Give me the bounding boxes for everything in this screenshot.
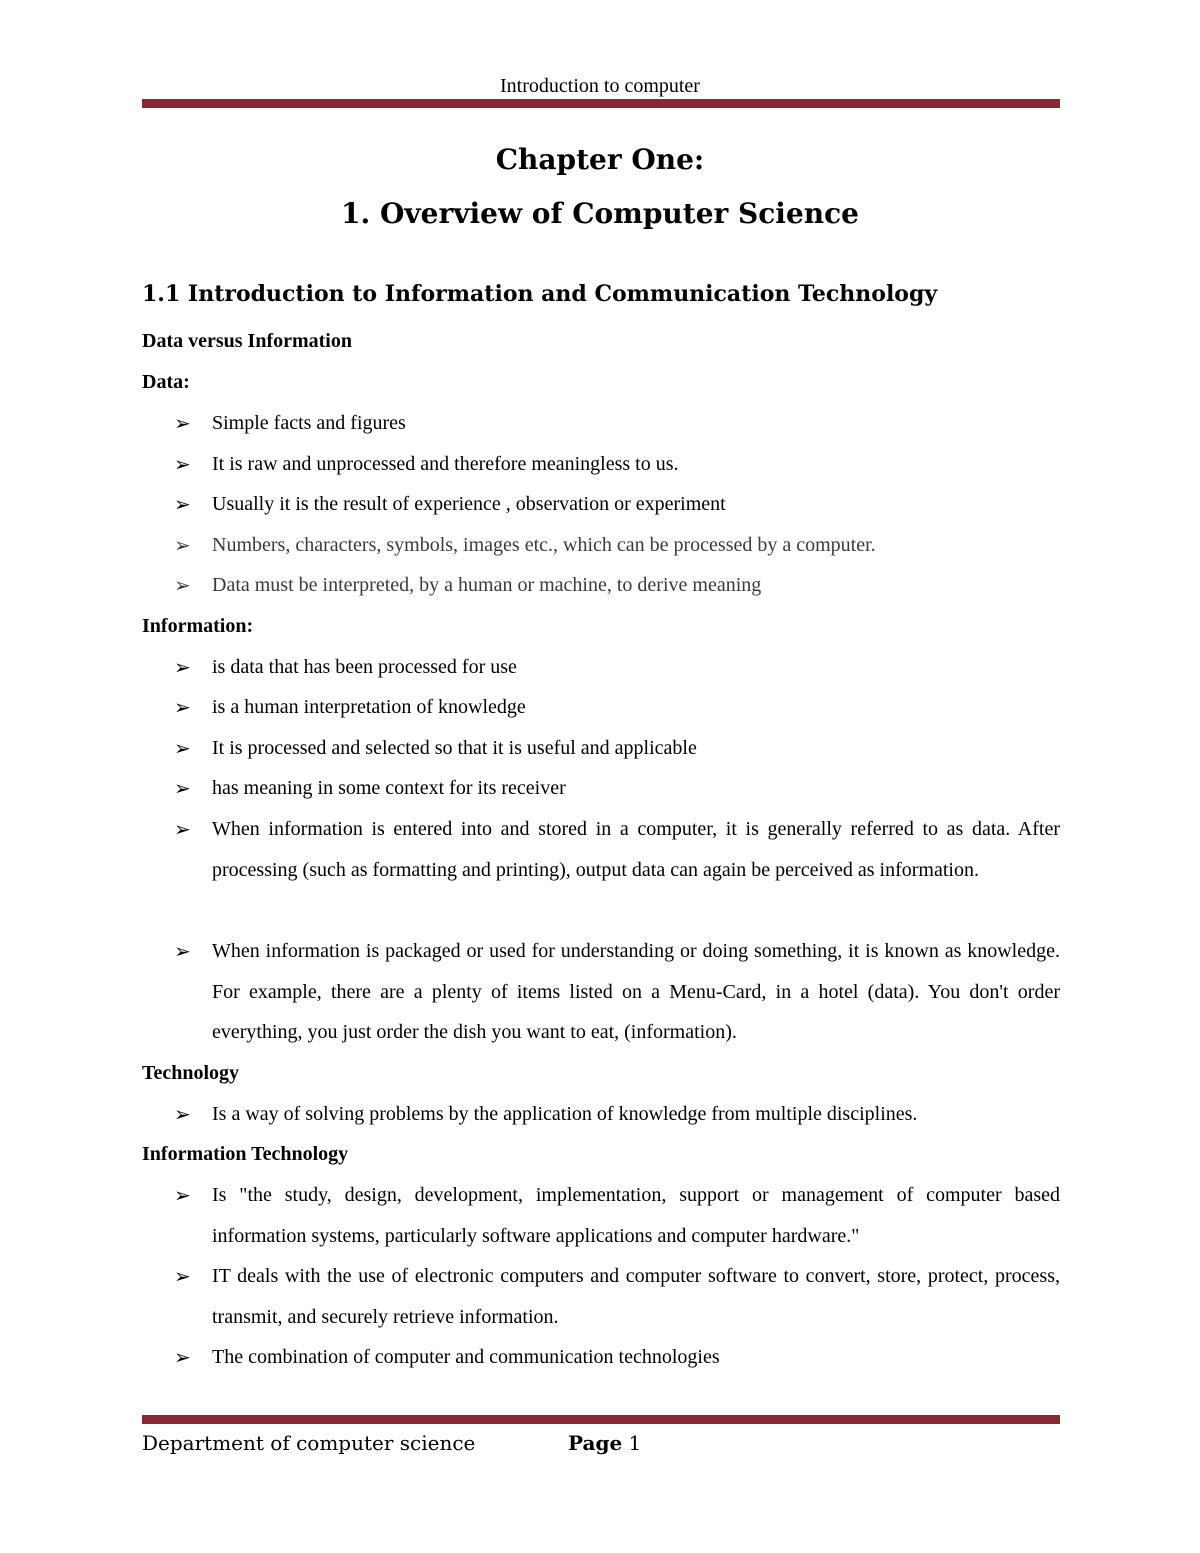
arrow-bullet-icon: ➢: [174, 573, 191, 597]
label-data: Data:: [142, 371, 190, 393]
arrow-bullet-icon: ➢: [174, 695, 191, 719]
list-item: ➢ Data must be interpreted, by a human or machine, to derive meaning: [174, 565, 1060, 606]
arrow-bullet-icon: ➢: [174, 1102, 191, 1126]
arrow-bullet-icon: ➢: [174, 1345, 191, 1369]
footer-rule: [142, 1415, 1060, 1424]
footer-page-number: [568, 1428, 641, 1458]
arrow-bullet-icon: ➢: [174, 817, 191, 841]
chapter-title: 1. Overview of Computer Science: [341, 197, 859, 230]
list-item: ➢ It is processed and selected so that it is useful and applicable: [174, 728, 1060, 769]
list-item: ➢ Usually it is the result of experience , observation or experiment: [174, 484, 1060, 525]
arrow-bullet-icon: ➢: [174, 939, 191, 963]
subheading-data-vs-information: Data versus Information: [142, 330, 352, 352]
arrow-bullet-icon: ➢: [174, 655, 191, 679]
page-label: Page: [568, 1431, 623, 1455]
arrow-bullet-icon: ➢: [174, 533, 191, 557]
arrow-bullet-icon: ➢: [174, 452, 191, 476]
footer-department: Department of computer science: [142, 1431, 476, 1455]
list-item: ➢ Simple facts and figures: [174, 403, 1060, 444]
list-item: ➢ Numbers, characters, symbols, images etc., which can be processed by a computer.: [174, 525, 1060, 566]
list-item: ➢ IT deals with the use of electronic computers and computer software to convert, store, protect, process, transmit, and securely retrieve information.: [174, 1256, 1060, 1337]
label-information: Information:: [142, 615, 254, 637]
list-item: ➢ has meaning in some context for its receiver: [174, 768, 1060, 809]
arrow-bullet-icon: ➢: [174, 736, 191, 760]
chapter-label: Chapter One:: [495, 143, 705, 176]
arrow-bullet-icon: ➢: [174, 411, 191, 435]
header-rule: [142, 99, 1060, 108]
list-item: ➢ It is raw and unprocessed and therefore meaningless to us.: [174, 444, 1060, 485]
arrow-bullet-icon: ➢: [174, 1183, 191, 1207]
list-item: ➢ When information is entered into and stored in a computer, it is generally referred to as data. After processing (such as formatting and printing), output data can again be perceived as information.: [174, 809, 1060, 890]
label-technology: Technology: [142, 1062, 240, 1084]
arrow-bullet-icon: ➢: [174, 776, 191, 800]
list-item: ➢ is a human interpretation of knowledge: [174, 687, 1060, 728]
arrow-bullet-icon: ➢: [174, 492, 191, 516]
page-number: 1: [628, 1431, 642, 1455]
list-item: ➢ is data that has been processed for use: [174, 647, 1060, 688]
running-header: Introduction to computer: [500, 75, 700, 97]
list-item: ➢ The combination of computer and communication technologies: [174, 1337, 1060, 1378]
list-item: ➢ Is "the study, design, development, implementation, support or management of computer based information systems, particularly software applications and computer hardware.": [174, 1175, 1060, 1256]
section-heading: 1.1 Introduction to Information and Communication Technology: [142, 281, 938, 307]
list-item: ➢ When information is packaged or used for understanding or doing something, it is known as knowledge. For example, there are a plenty of items listed on a Menu-Card, in a hotel (data). You don't order everything, you just order the dish you want to eat, (information).: [174, 931, 1060, 1053]
arrow-bullet-icon: ➢: [174, 1264, 191, 1288]
label-information-technology: Information Technology: [142, 1143, 349, 1165]
list-item: ➢ Is a way of solving problems by the application of knowledge from multiple disciplines.: [174, 1094, 1060, 1135]
